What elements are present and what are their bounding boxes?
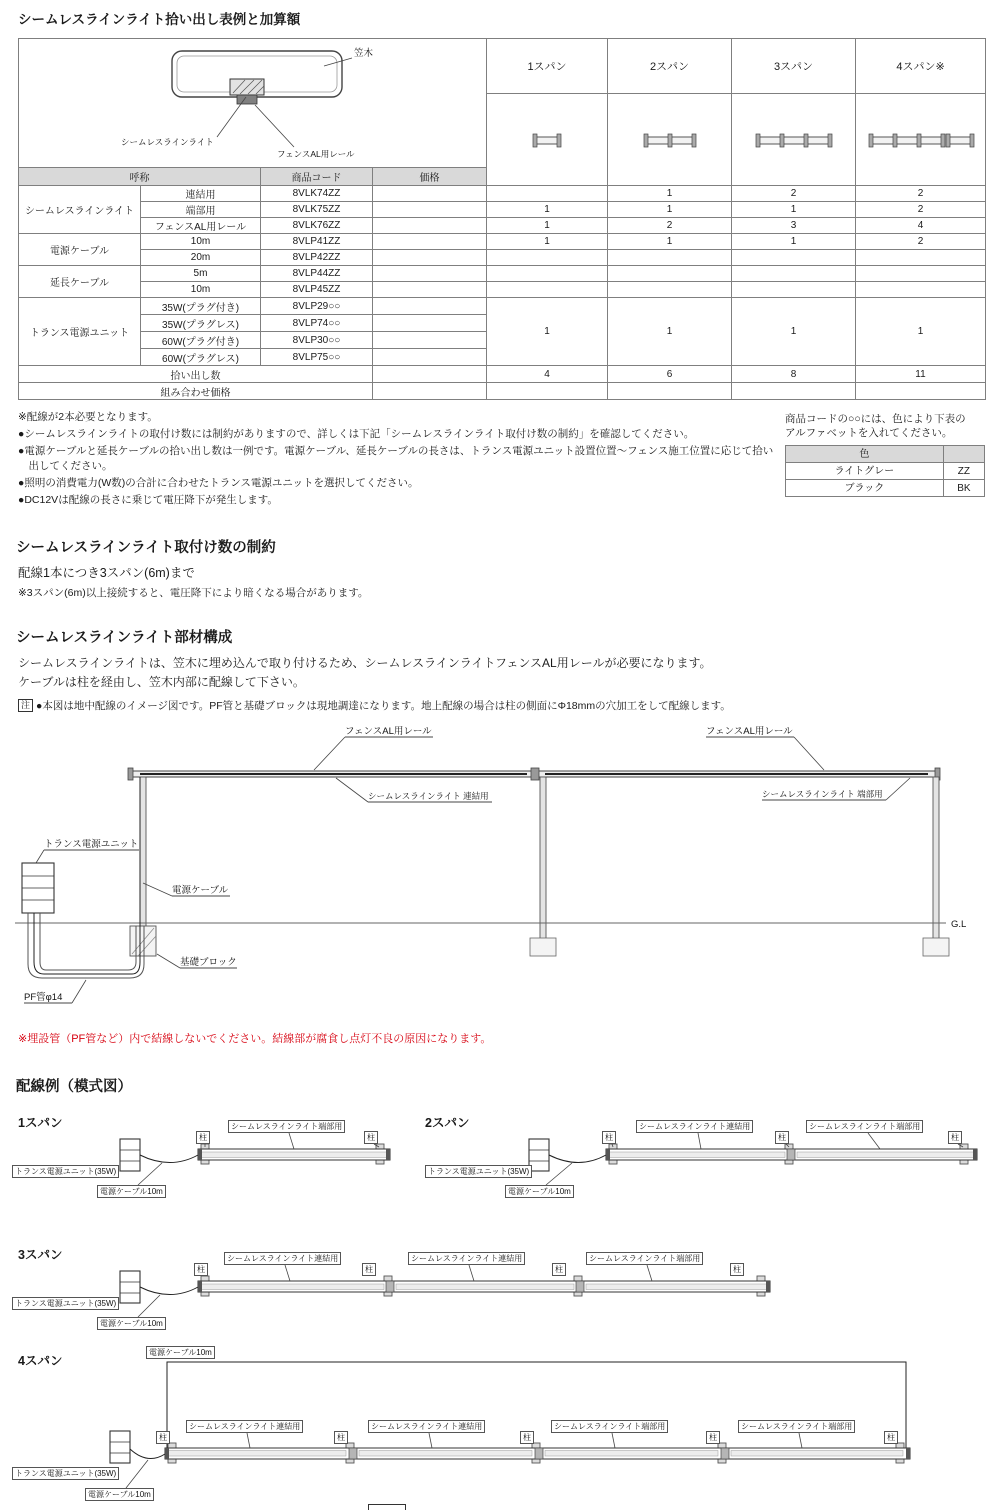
fence-rail: [128, 768, 940, 780]
label-post: 柱: [552, 1263, 566, 1276]
count-cell: [732, 383, 856, 400]
label-light-tanbu: シームレスラインライト端部用: [551, 1420, 668, 1433]
table-row: [19, 202, 986, 218]
parts-line1: シームレスラインライトは、笠木に埋め込んで取り付けるため、シームレスラインライトフェンスAL用レールが必要になります。: [18, 656, 712, 670]
label-transformer-unit: トランス電源ユニット(35W): [425, 1165, 532, 1178]
rail-label: フェンスAL用レール: [276, 149, 355, 159]
label-light-tanbu: シームレスラインライト端部用: [806, 1120, 923, 1133]
price-cell: [373, 315, 487, 332]
wiring-examples-section: [0, 1075, 1000, 1510]
table-row: [786, 480, 985, 497]
label-transformer-unit: トランス電源ユニット(35W): [12, 1297, 119, 1310]
pickup-table-section: [18, 38, 986, 400]
count-cell: 1: [608, 234, 732, 250]
label-post: 柱: [884, 1431, 898, 1444]
color-col-header: 色: [786, 446, 944, 463]
table-row: [19, 250, 986, 266]
label-light-renketsu: シームレスラインライト連結用: [224, 1252, 341, 1265]
light-label: シームレスラインライト: [120, 137, 214, 147]
span-2-icon: [615, 128, 725, 152]
price-cell: [373, 282, 487, 298]
color-name: ライトグレー: [786, 463, 944, 480]
count-cell: 11: [856, 366, 986, 383]
count-cell: [487, 266, 608, 282]
code-col-header: [943, 446, 984, 463]
span-header-1: 1スパン: [487, 39, 608, 94]
count-cell: 2: [856, 186, 986, 202]
count-cell: [608, 266, 732, 282]
label-power-cable-10m: 電源ケーブル10m: [97, 1185, 166, 1198]
rail-piece: [237, 95, 257, 104]
label-post: 柱: [948, 1131, 962, 1144]
count-cell: 2: [856, 202, 986, 218]
category-cell: 延長ケーブル: [19, 266, 141, 298]
span-1-icon: [492, 128, 602, 152]
note-mark-icon: 注: [18, 699, 33, 712]
count-cell: 1: [732, 202, 856, 218]
label-post: 柱: [196, 1131, 210, 1144]
wiring-title-2span: 2スパン: [425, 1116, 470, 1130]
foundation-block-label: 基礎ブロック: [180, 957, 237, 968]
count-cell: [856, 383, 986, 400]
label-post: 柱: [775, 1131, 789, 1144]
pickup-count-row: [19, 366, 986, 383]
note-item: ※配線が2本必要となります。: [18, 411, 158, 423]
label-light-tanbu: シームレスラインライト端部用: [228, 1120, 345, 1133]
product-code: 8VLP41ZZ: [261, 234, 373, 250]
wiring-diagram-2span: [529, 1133, 977, 1185]
count-cell: 1: [487, 218, 608, 234]
product-code: 8VLP30○○: [261, 332, 373, 349]
price-cell: [373, 202, 487, 218]
count-cell: [732, 266, 856, 282]
label-transformer-unit: トランス電源ユニット(35W): [12, 1165, 119, 1178]
wiring-warning: ※埋設管（PF管など）内で結線しないでください。結線部が腐食し点灯不良の原因になります。: [18, 1033, 492, 1045]
pickup-count-label: 拾い出し数: [19, 366, 373, 383]
label-transformer-unit: トランス電源ユニット(35W): [12, 1467, 119, 1480]
table-row: [19, 298, 986, 315]
count-cell: 4: [856, 218, 986, 234]
count-cell: 1: [732, 234, 856, 250]
label-post: 柱: [706, 1431, 720, 1444]
note-item: ●電源ケーブルと延長ケーブルの拾い出し数は一例です。電源ケーブル、延長ケーブルの長さは、トランス電源ユニット設置位置〜フェンス施工位置に応じて拾い出してください。: [18, 444, 774, 473]
count-cell: [732, 250, 856, 266]
table-row: [19, 266, 986, 282]
tanbu-label: シームレスラインライト 端部用: [762, 789, 883, 799]
count-cell: 1: [487, 298, 608, 366]
product-code: 8VLP42ZZ: [261, 250, 373, 266]
product-code: 8VLK74ZZ: [261, 186, 373, 202]
color-code: ZZ: [943, 463, 984, 480]
parts-note: [18, 698, 731, 713]
count-cell: 1: [732, 298, 856, 366]
label-power-cable-10m: 電源ケーブル10m: [146, 1346, 215, 1359]
count-cell: [608, 383, 732, 400]
table-row: [19, 39, 986, 94]
constraint-line2: ※3スパン(6m)以上接続すると、電圧降下により暗くなる場合があります。: [18, 587, 369, 599]
span-icon-cell-2: [608, 94, 732, 186]
wiring-title-4span: 4スパン: [18, 1354, 63, 1368]
product-code: 8VLP75○○: [261, 349, 373, 366]
color-code: BK: [943, 480, 984, 497]
foundation-blocks: [130, 926, 949, 956]
price-cell: [373, 218, 487, 234]
note-item: ●DC12Vは配線の長さに乗じて電圧降下が発生します。: [18, 493, 278, 506]
page-title: シームレスラインライト拾い出し表例と加算額: [18, 12, 301, 27]
count-cell: 8: [732, 366, 856, 383]
col-header-name: 呼称: [19, 168, 261, 186]
wiring-title-3span: 3スパン: [18, 1248, 63, 1262]
label-light-tanbu: シームレスラインライト端部用: [586, 1252, 703, 1265]
product-name: 10m: [141, 234, 261, 250]
constraint-section-title: シームレスラインライト取付け数の制約: [16, 540, 276, 556]
note-item: ●シームレスラインライトの取付け数には制約がありますので、詳しくは下記「シームレスラインライト取付け数の制約」を確認してください。: [18, 427, 695, 440]
product-code: 8VLP29○○: [261, 298, 373, 315]
count-cell: [856, 250, 986, 266]
span-3-icon: [739, 128, 849, 152]
count-cell: 1: [856, 298, 986, 366]
count-cell: 3: [732, 218, 856, 234]
color-code-note: [785, 412, 985, 497]
parts-note-text: ●本図は地中配線のイメージ図です。PF管と基礎ブロックは現地調達になります。地上配線の場合は柱の側面にΦ18mmの穴加工をして配線します。: [36, 700, 731, 712]
label-power-cable-10m: 電源ケーブル10m: [505, 1185, 574, 1198]
count-cell: 2: [608, 218, 732, 234]
product-name: 60W(プラグレス): [141, 349, 261, 366]
power-cable-label: 電源ケーブル: [172, 885, 229, 896]
transformer-label: トランス電源ユニット: [44, 839, 139, 850]
ground-level-label: G.L: [951, 919, 967, 930]
fence-elevation-diagram: [0, 716, 1000, 1016]
coping-diagram-cell: [19, 39, 487, 168]
span-4-icon: [866, 128, 976, 152]
wiring-diagram-1span: [120, 1133, 390, 1185]
label-light-renketsu: シームレスラインライト連結用: [408, 1252, 525, 1265]
price-cell: [373, 234, 487, 250]
label-post: 柱: [194, 1263, 208, 1276]
count-cell: 1: [608, 202, 732, 218]
wiring-title-1span: 1スパン: [18, 1116, 63, 1130]
count-cell: [856, 282, 986, 298]
product-code: 8VLK75ZZ: [261, 202, 373, 218]
label-post: 柱: [362, 1263, 376, 1276]
count-cell: 2: [732, 186, 856, 202]
count-cell: [732, 282, 856, 298]
color-code-table: [785, 445, 985, 497]
product-code: 8VLP74○○: [261, 315, 373, 332]
product-name: 60W(プラグ付き): [141, 332, 261, 349]
price-cell: [373, 250, 487, 266]
combo-price-row: [19, 383, 986, 400]
constraint-line1: 配線1本につき3スパン(6m)まで: [18, 566, 195, 580]
product-code: 8VLK76ZZ: [261, 218, 373, 234]
label-power-cable-10m: 電源ケーブル10m: [85, 1488, 154, 1501]
count-cell: 1: [487, 202, 608, 218]
fence-elevation-canvas: [0, 716, 1000, 1016]
count-cell: [856, 266, 986, 282]
price-cell: [373, 366, 487, 383]
label-light-renketsu: シームレスラインライト連結用: [186, 1420, 303, 1433]
label-post: 柱: [730, 1263, 744, 1276]
table-row: [19, 282, 986, 298]
span-header-4: 4スパン※: [856, 39, 986, 94]
cropped-label-box: [368, 1504, 406, 1510]
label-light-renketsu: シームレスラインライト連結用: [368, 1420, 485, 1433]
pf-pipe-label: PF管φ14: [24, 992, 63, 1003]
count-cell: 4: [487, 366, 608, 383]
label-post: 柱: [364, 1131, 378, 1144]
coping-cross-section-diagram: [21, 39, 485, 164]
price-cell: [373, 298, 487, 315]
price-cell: [373, 383, 487, 400]
color-note-line2: アルファベットを入れてください。: [785, 427, 953, 440]
pickup-table: [18, 38, 986, 400]
table-row: [786, 463, 985, 480]
product-name: 35W(プラグ付き): [141, 298, 261, 315]
label-post: 柱: [520, 1431, 534, 1444]
count-cell: 6: [608, 366, 732, 383]
price-cell: [373, 186, 487, 202]
count-cell: [487, 383, 608, 400]
parts-section-title: シームレスラインライト部材構成: [16, 630, 233, 646]
label-light-renketsu: シームレスラインライト連結用: [636, 1120, 753, 1133]
table-header-row: [786, 446, 985, 463]
product-name: 端部用: [141, 202, 261, 218]
product-code: 8VLP44ZZ: [261, 266, 373, 282]
category-cell: 電源ケーブル: [19, 234, 141, 266]
count-cell: [487, 250, 608, 266]
table-row: [19, 234, 986, 250]
product-name: 20m: [141, 250, 261, 266]
label-light-tanbu: シームレスラインライト端部用: [738, 1420, 855, 1433]
price-cell: [373, 332, 487, 349]
price-cell: [373, 349, 487, 366]
count-cell: [608, 282, 732, 298]
count-cell: [608, 250, 732, 266]
price-cell: [373, 266, 487, 282]
rail-label-right: フェンスAL用レール: [706, 726, 793, 737]
kasagi-label: 笠木: [353, 48, 373, 59]
label-post: 柱: [334, 1431, 348, 1444]
count-cell: 2: [856, 234, 986, 250]
col-header-code: 商品コード: [261, 168, 373, 186]
product-name: 35W(プラグレス): [141, 315, 261, 332]
color-note-line1: 商品コードの○○には、色により下表の: [785, 413, 966, 425]
rail-label-left: フェンスAL用レール: [345, 726, 432, 737]
wiring-section-title: 配線例（模式図）: [16, 1079, 132, 1095]
parts-line2: ケーブルは柱を経由し、笠木内部に配線して下さい。: [18, 675, 305, 689]
product-name: 連結用: [141, 186, 261, 202]
note-item: ●照明の消費電力(W数)の合計に合わせたトランス電源ユニットを選択してください。: [18, 477, 419, 489]
wiring-diagrams-canvas: [0, 1075, 1000, 1510]
span-icon-cell-1: [487, 94, 608, 186]
span-header-2: 2スパン: [608, 39, 732, 94]
category-cell: シームレスラインライト: [19, 186, 141, 234]
category-cell: トランス電源ユニット: [19, 298, 141, 366]
count-cell: [487, 186, 608, 202]
notes-list: [18, 410, 780, 510]
product-name: 10m: [141, 282, 261, 298]
fence-posts: [140, 777, 939, 953]
label-power-cable-10m: 電源ケーブル10m: [97, 1317, 166, 1330]
table-row: [19, 218, 986, 234]
label-post: 柱: [602, 1131, 616, 1144]
label-post: 柱: [156, 1431, 170, 1444]
count-cell: [487, 282, 608, 298]
count-cell: 1: [487, 234, 608, 250]
color-name: ブラック: [786, 480, 944, 497]
wiring-diagram-3span: [120, 1265, 770, 1317]
count-cell: 1: [608, 186, 732, 202]
span-icon-cell-3: [732, 94, 856, 186]
table-row: [19, 186, 986, 202]
renketsu-label: シームレスラインライト 連結用: [368, 791, 489, 801]
combo-price-label: 組み合わせ価格: [19, 383, 373, 400]
count-cell: 1: [608, 298, 732, 366]
product-name: 5m: [141, 266, 261, 282]
product-code: 8VLP45ZZ: [261, 282, 373, 298]
span-header-3: 3スパン: [732, 39, 856, 94]
transformer-unit: [22, 863, 54, 913]
col-header-price: 価格: [373, 168, 487, 186]
product-name: フェンスAL用レール: [141, 218, 261, 234]
span-icon-cell-4: [856, 94, 986, 186]
